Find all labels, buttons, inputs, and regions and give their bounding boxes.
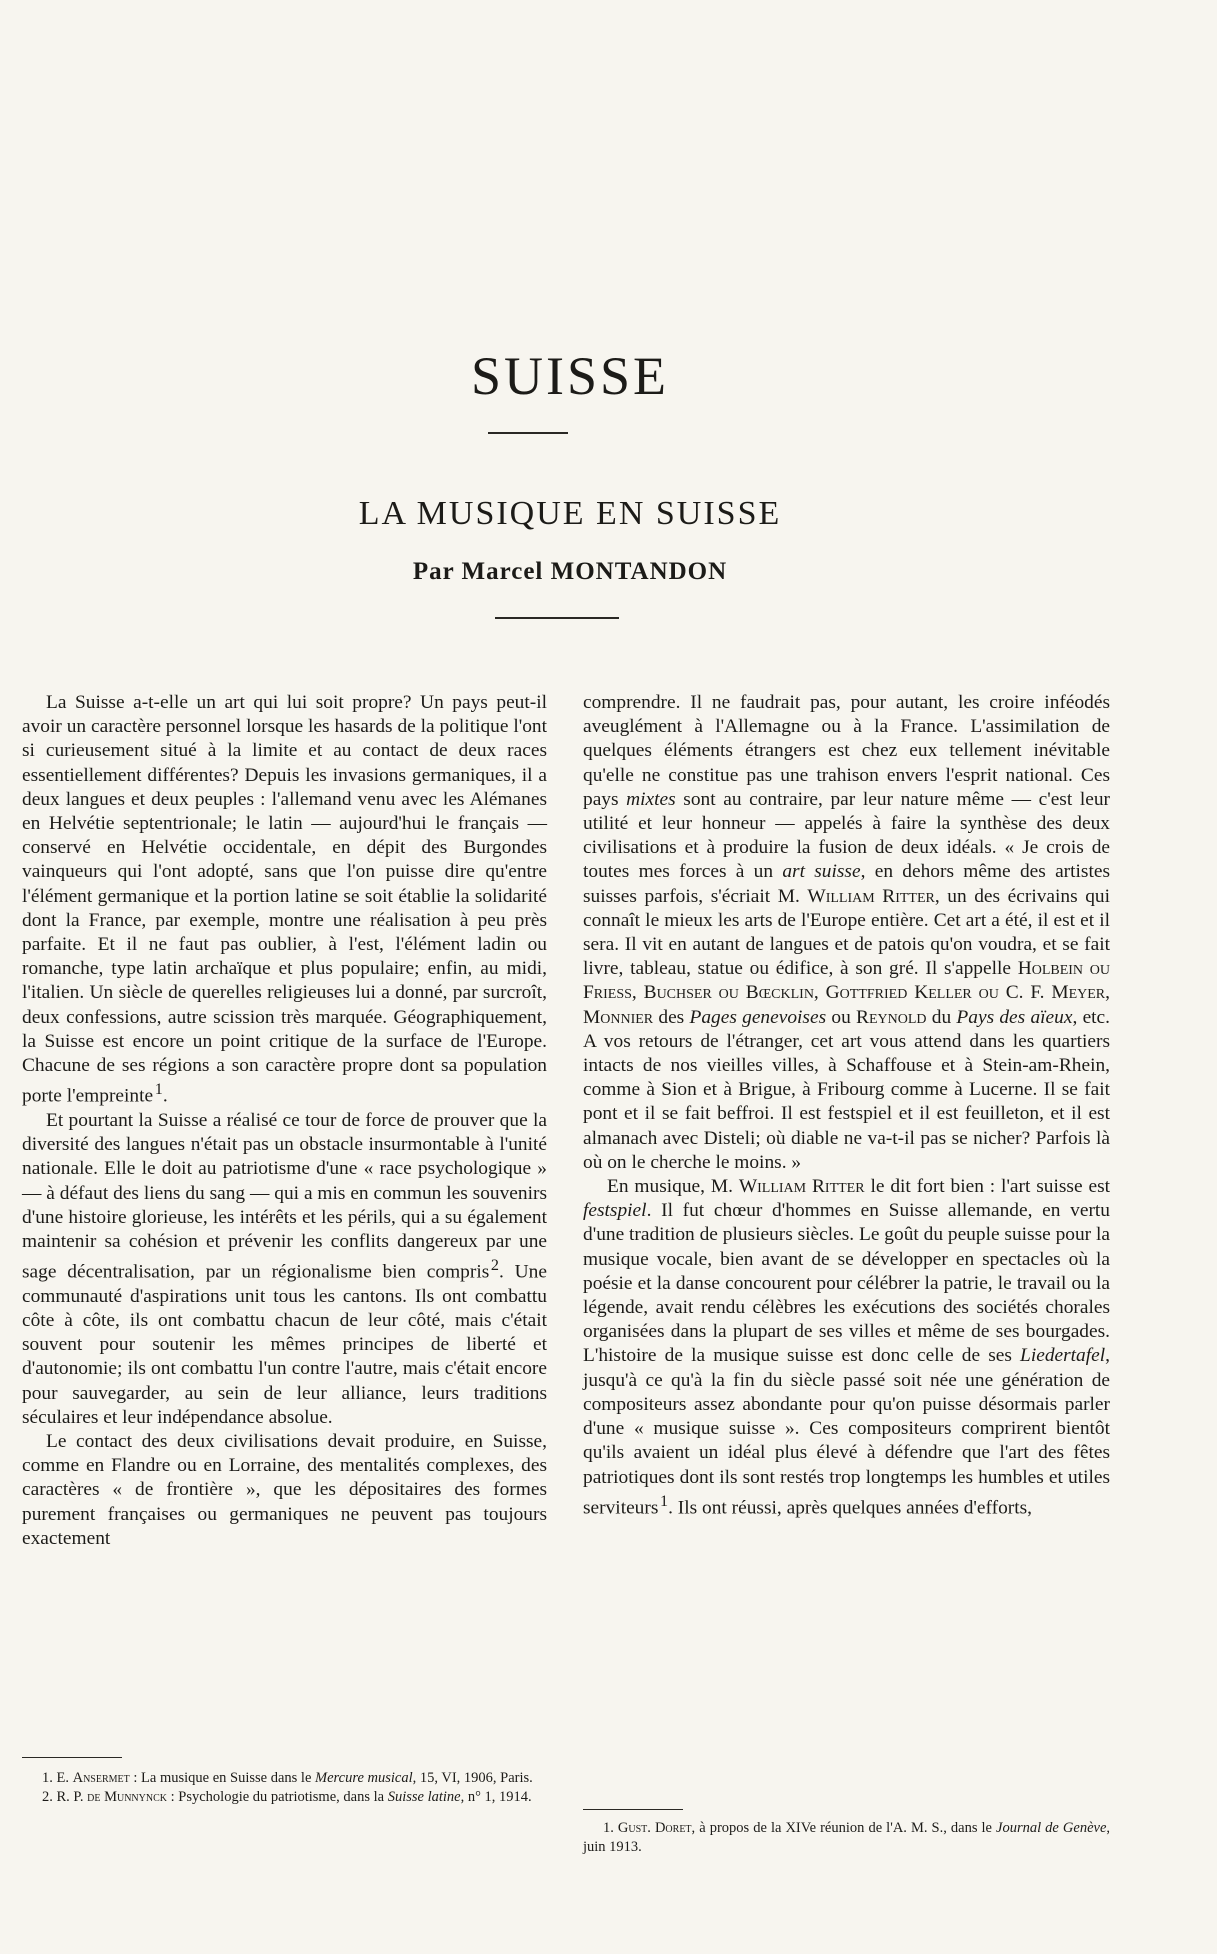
italic-term: Liedertafel: [1020, 1345, 1106, 1367]
page-title: SUISSE: [470, 346, 670, 406]
paragraph: [22, 1109, 547, 1430]
paragraph: [583, 1175, 1110, 1520]
author-rule: [495, 617, 619, 619]
footnote-ref: 1: [660, 1492, 669, 1510]
right-column: [583, 691, 1110, 1520]
paragraph-text: , etc. A vos retours de l'étranger, cet art vous attend dans les quartiers intacts de nos vieilles villes, à Schaffouse et à Stein-am-Rhein, comme à Sion et à Brigue, à Fribourg comme à Lucerne. Il se fait pont et il se fait beffroi. Il est festspiel et il est feuilleton, et il est almanach avec Disteli; où diable ne va-t-il pas se nicher? Parfois là où on le cherche le moins. »: [583, 1006, 1111, 1173]
paragraph-text: Et pourtant la Suisse a réalisé ce tour de force de prouver que la diversité des langues n'était pas un obstacle insurmontable à l'unité nationale. Elle le doit au patriotisme d'une « race psychologique » — à défaut des liens du sang — qui a mis en commun les souvenirs d'une histoire glorieuse, les intérêts et les périls, qui a su également maintenir sa cohésion et prévenir les conflits dangereux par une sage décentralisation, par un régionalisme bien compris: [22, 1109, 547, 1283]
work-title: Pays des aïeux: [956, 1006, 1073, 1028]
footnote-ref: 1: [154, 1081, 163, 1099]
journal-title: Suisse latine: [387, 1789, 461, 1805]
footnote-text: , à propos de la XIVe réunion de l'A. M. S., dans le: [691, 1820, 997, 1836]
paragraph-text: . Une communauté d'aspirations unit tous les cantons. Ils ont combattu côte à côte, ils ont combattu chacun de leur côté, mais c'était souvent pour soutenir les mêmes principes de liberté et d'autonomie; ils ont combattu l'un contre l'autre, mais c'était encore pour sauvegarder, au sein de leur alliance, leurs traditions séculaires et leur indépendance absolue.: [22, 1261, 547, 1428]
paragraph-text: comprendre. Il ne faudrait pas, pour autant, les croire inféodés aveuglément à l'Allemagne ou à la France. L'assimilation de quelques éléments étrangers est chez eux tellement inévitable qu'elle ne constitue pas une trahison envers l'esprit national. Ces pays: [583, 692, 1110, 810]
journal-title: Mercure musical: [315, 1770, 413, 1786]
paragraph-text: , en dehors même des artistes suisses parfois, s'écriait M.: [583, 861, 1111, 907]
italic-term: festspiel: [583, 1200, 647, 1222]
footnote-text: : Psychologie du patriotisme, dans la: [167, 1789, 388, 1805]
paragraph: [22, 1430, 547, 1551]
person-name: William Ritter: [738, 1176, 865, 1198]
person-name: Ansermet: [72, 1770, 130, 1786]
paragraph-text: En musique, M.: [607, 1176, 739, 1198]
paragraph-text: le dit fort bien : l'art suisse est: [864, 1176, 1110, 1198]
footnote-number: 2. R. P.: [42, 1789, 88, 1805]
footnote-rule: [22, 1757, 122, 1758]
paragraph-text: . Ils ont réussi, après quelques années d'efforts,: [668, 1497, 1033, 1519]
paragraph: [583, 691, 1110, 1175]
italic-term: mixtes: [626, 788, 676, 810]
person-name: Gust. Doret: [617, 1820, 692, 1836]
person-names: Holbein ou Friess, Buchser ou Bœcklin, Gottfried Keller ou C. F. Meyer, Monnier: [583, 958, 1110, 1028]
paragraph-text: sont au contraire, par leur nature même — c'est leur utilité et leur honneur — appelés à faire la synthèse des deux civilisations et à produire la fusion de deux idéals. « Je crois de toutes mes forces à un: [583, 788, 1110, 883]
footnote-rule: [583, 1809, 683, 1810]
footnote: [22, 1769, 547, 1788]
paragraph-text: Le contact des deux civilisations devait produire, en Suisse, comme en Flandre ou en Lorraine, des mentalités complexes, des caractères « de frontière », que les dépositaires des formes purement françaises ou germaniques ne peuvent pas toujours exactement: [22, 1431, 547, 1549]
paragraph-text: . Il fut chœur d'hommes en Suisse allemande, en vertu d'une tradition de plusieurs siècles. Le goût du peuple suisse pour la musique vocale, bien avant de se développer en spectacles où la poésie et la danse concourent pour célébrer la patrie, le travail ou la légende, avait rendu célèbres les exécutions des sociétés chorales organisées dans la plupart de ses villes et même de ses bourgades. L'histoire de la musique suisse est donc celle de ses: [583, 1200, 1110, 1367]
title-rule: [488, 432, 568, 434]
work-title: Pages genevoises: [689, 1006, 827, 1028]
footnote-text: , 15, VI, 1906, Paris.: [412, 1770, 533, 1786]
paragraph-text: des: [653, 1006, 690, 1028]
article-author: Par Marcel MONTANDON: [412, 558, 728, 585]
paragraph-text: La Suisse a-t-elle un art qui lui soit propre? Un pays peut-il avoir un caractère personnel lorsque les hasards de la politique l'ont si curieusement situé à la limite et au contact de deux races essentiellement différentes? Depuis les invasions germaniques, il a deux langues et deux peuples : l'allemand venu avec les Alémanes en Helvétie septentrionale; le latin — aujourd'hui le français — conservé en Helvétie occidentale, en dépit des Burgondes vainqueurs qui l'ont adopté, sans que l'on puisse dire qu'entre l'élément germanique et la portion latine se soit établie la solidarité dont la France, par exemple, montre une réalisation à peu près parfaite. Et il ne faut pas oublier, à l'est, l'élément ladin ou romanche, type latin archaïque et plus populaire; enfin, au midi, l'italien. Un siècle de querelles religieuses lui a donné, par surcroît, deux confessions, autre scission très marquée. Géographiquement, la Suisse est encore un point critique de la surface de l'Europe. Chacune de ses régions a son caractère propre dont sa population porte l'empreinte: [22, 692, 547, 1107]
paragraph: La Suisse a-t-elle un art qui lui soit propre? Un pays peut-il avoir un caractère personnel lorsque les hasards de la politique l'ont si curieusement situé à la limite et au contact de deux races essentiellement différentes? Depuis les invasions germaniques, il a deux langues et deux peuples : l'allemand venu avec les Alémanes en Helvétie septentrionale; le latin — aujourd'hui le français — conservé en Helvétie occidentale, en dépit des Burgondes vainqueurs qui l'ont adopté, sans que l'on puisse dire qu'entre l'élément germanique et la portion latine se soit établie la solidarité dont la France, par exemple, montre une réalisation à peu près parfaite. Et il ne faut pas oublier, à l'est, l'élément ladin ou romanche, type latin archaïque et plus populaire; enfin, au midi, l'italien. Un siècle de querelles religieuses lui a donné, par surcroît, deux confessions, autre scission très marquée. Géographiquement, la Suisse est encore un point critique de la surface de l'Europe. Chacune de ses régions a son caractère propre dont sa population porte l'empreinte $^1$.: [22, 692, 547, 1107]
footnote-number: 1. E.: [42, 1770, 73, 1786]
footnote-ref: 2: [490, 1257, 499, 1275]
person-name: William Ritter: [807, 885, 935, 907]
footnote-text: , n° 1, 1914.: [460, 1789, 532, 1805]
italic-term: art suisse: [782, 861, 861, 883]
footnotes-left: [22, 1769, 547, 1807]
footnote: [22, 1788, 547, 1807]
paragraph-text: ou: [826, 1006, 857, 1028]
person-name: de Munnynck: [87, 1789, 167, 1805]
article-title: LA MUSIQUE EN SUISSE: [358, 495, 782, 532]
footnote-text: : La musique en Suisse dans le: [129, 1770, 316, 1786]
footnote: [583, 1819, 1110, 1857]
footnote-text: , juin 1913.: [583, 1820, 1111, 1855]
footnotes-right: [583, 1819, 1110, 1857]
paragraph-text: du: [926, 1006, 957, 1028]
journal-title: Journal de Genève: [996, 1820, 1107, 1836]
footnote-number: 1.: [603, 1820, 618, 1836]
paragraph-text: , jusqu'à ce qu'à la fin du siècle passé soit née une génération de compositeurs assez abondante pour qu'on puisse désormais parler d'une « musique suisse ». Ces compositeurs comprirent bientôt qu'ils avaient un idéal plus élevé à défendre que l'art des fêtes patriotiques dont ils sont restés trop longtemps les humbles et utiles serviteurs: [583, 1345, 1110, 1519]
paragraph-text: , un des écrivains qui connaît le mieux les arts de l'Europe entière. Cet art a été, il est et il sera. Il vit en autant de langues et de patois qu'on voudra, et se fait livre, tableau, statue ou édifice, à son gré. Il s'appelle: [583, 885, 1110, 980]
left-column: [22, 691, 547, 1551]
person-name: Reynold: [856, 1006, 927, 1028]
